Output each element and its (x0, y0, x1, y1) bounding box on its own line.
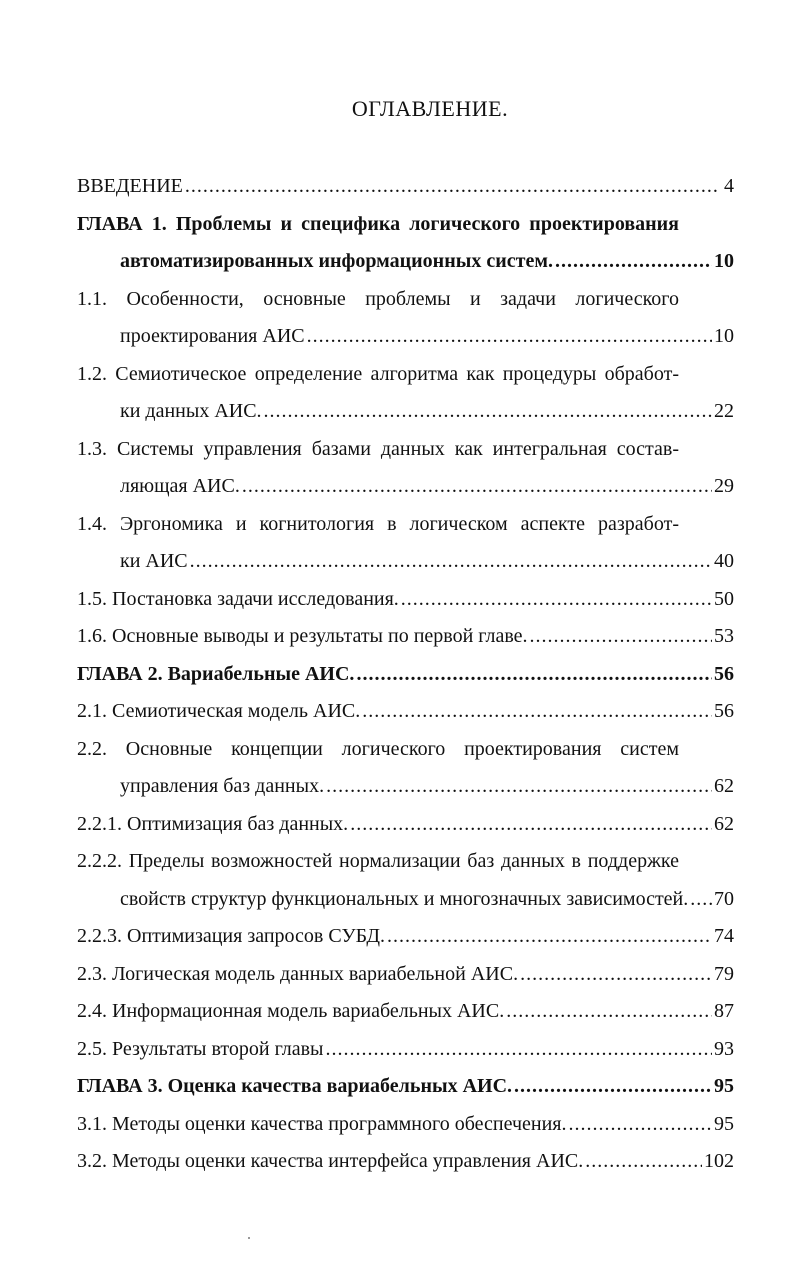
dot-leader (506, 993, 712, 1031)
toc-entry-3-2[interactable] (77, 1143, 734, 1181)
toc-page-number: 95 (714, 1112, 734, 1135)
toc-entry-1-4[interactable] (77, 506, 734, 581)
toc-entry-chapter-3[interactable] (77, 1068, 734, 1106)
toc-entry-label: 1.6. Основные выводы и результаты по первой главе. (77, 625, 528, 647)
dot-leader (307, 318, 712, 356)
toc-page-number: 62 (714, 812, 734, 835)
toc-entry-label: 3.1. Методы оценки качества программного обеспечения. (77, 1112, 567, 1135)
toc-entry-2-3[interactable] (77, 956, 734, 994)
toc-entry-2-2[interactable] (77, 731, 734, 806)
toc-page-number: 10 (714, 325, 734, 347)
toc-entry-3-1[interactable] (77, 1106, 734, 1144)
dot-leader (569, 1106, 712, 1144)
dot-leader (326, 1031, 713, 1069)
toc-entry-2-2-1[interactable] (77, 806, 734, 844)
toc-entry-label: 3.2. Методы оценки качества интерфейса управления АИС. (77, 1150, 584, 1172)
toc-entry-2-2-2[interactable] (77, 843, 734, 918)
toc-page-number: 22 (714, 400, 734, 422)
toc-page-number: 56 (714, 662, 734, 685)
toc-entry-introduction[interactable] (77, 168, 734, 206)
toc-entry-1-1[interactable] (77, 281, 734, 356)
toc-entry-label: свойств структур функциональных и многозначных зависимостей. (120, 887, 689, 910)
toc-page-number: 62 (714, 775, 734, 797)
toc-entry-label: ки АИС (120, 550, 188, 572)
toc-page-number: 10 (714, 250, 734, 272)
toc-page-number: 102 (704, 1150, 734, 1172)
toc-entry-1-6[interactable] (77, 618, 734, 656)
toc-entry-label: управления баз данных. (120, 775, 325, 797)
toc-page-number: 56 (714, 700, 734, 722)
toc-entry-first-line: 1.1. Особенности, основные проблемы и задачи логического (77, 287, 679, 310)
dot-leader (326, 768, 712, 806)
toc-entry-1-5[interactable] (77, 581, 734, 619)
toc-entry-first-line: 2.2. Основные концепции логического проектирования систем (77, 737, 679, 760)
toc-page-number: 95 (714, 1075, 734, 1097)
dot-leader (585, 1143, 702, 1181)
dot-leader (690, 881, 712, 919)
toc-entry-1-2[interactable] (77, 356, 734, 431)
toc-entry-label: автоматизированных информационных систем. (120, 250, 553, 272)
dot-leader (190, 543, 712, 581)
dot-leader (350, 806, 712, 844)
toc-entry-label: 2.5. Результаты второй главы (77, 1037, 324, 1060)
toc-entry-2-1[interactable] (77, 693, 734, 731)
dot-leader (356, 656, 712, 694)
toc-page-number: 93 (714, 1037, 734, 1060)
toc-entry-label: 1.5. Постановка задачи исследования. (77, 587, 399, 610)
toc-entry-label: 2.2.1. Оптимизация баз данных. (77, 812, 349, 835)
toc-entry-label: 2.4. Информационная модель вариабельных АИС. (77, 1000, 505, 1022)
toc-entry-label: ляющая АИС. (120, 475, 240, 497)
dot-leader (264, 393, 712, 431)
toc-entry-label: 2.1. Семиотическая модель АИС. (77, 700, 361, 722)
toc-entry-label: 2.3. Логическая модель данных вариабельной АИС. (77, 962, 519, 985)
toc-entry-first-line: ГЛАВА 1. Проблемы и специфика логического проектирования (77, 212, 679, 235)
toc-page-number: 87 (714, 1000, 734, 1022)
toc-page-number: 53 (714, 625, 734, 647)
toc-entry-1-3[interactable] (77, 431, 734, 506)
toc-entry-chapter-2[interactable] (77, 656, 734, 694)
toc-entry-first-line: 1.2. Семиотическое определение алгоритма как процедуры обработ- (77, 362, 679, 385)
toc-entry-label: ВВЕДЕНИЕ (77, 175, 183, 197)
dot-leader (185, 168, 718, 206)
toc-entry-label: ки данных АИС. (120, 400, 262, 422)
toc-page-number: 50 (714, 587, 734, 610)
toc-entry-label: ГЛАВА 3. Оценка качества вариабельных АИС. (77, 1075, 513, 1097)
toc-entry-label: ГЛАВА 2. Вариабельные АИС. (77, 662, 355, 685)
toc-entry-first-line: 2.2.2. Пределы возможностей нормализации баз данных в поддержке (77, 850, 679, 872)
dot-leader (530, 618, 712, 656)
page-title: ОГЛАВЛЕНИЕ. (351, 96, 509, 121)
toc-entry-label: проектирования АИС (120, 325, 305, 347)
toc-page-number: 29 (714, 475, 734, 497)
toc-entry-chapter-1[interactable] (77, 206, 734, 281)
toc-entry-2-2-3[interactable] (77, 918, 734, 956)
toc-entry-first-line: 1.4. Эргономика и когнитология в логическом аспекте разработ- (77, 512, 679, 535)
dot-leader (520, 956, 712, 994)
toc-page-number: 40 (714, 550, 734, 572)
toc-entry-label: 2.2.3. Оптимизация запросов СУБД. (77, 925, 385, 947)
toc-page-number: 70 (714, 887, 734, 910)
toc-entry-2-5[interactable] (77, 1031, 734, 1069)
dot-leader (362, 693, 712, 731)
toc-entry-first-line: 1.3. Системы управления базами данных как интегральная состав- (77, 437, 679, 460)
toc-entry-2-4[interactable] (77, 993, 734, 1031)
dot-leader (387, 918, 712, 956)
dot-leader (555, 243, 712, 281)
dot-leader (242, 468, 712, 506)
toc-page-number: 74 (714, 925, 734, 947)
dot-leader (514, 1068, 712, 1106)
toc-page-number: 79 (714, 962, 734, 985)
toc-page-number: 4 (724, 175, 734, 197)
scan-speck (248, 1237, 250, 1239)
dot-leader (401, 581, 712, 619)
table-of-contents (77, 168, 734, 1181)
